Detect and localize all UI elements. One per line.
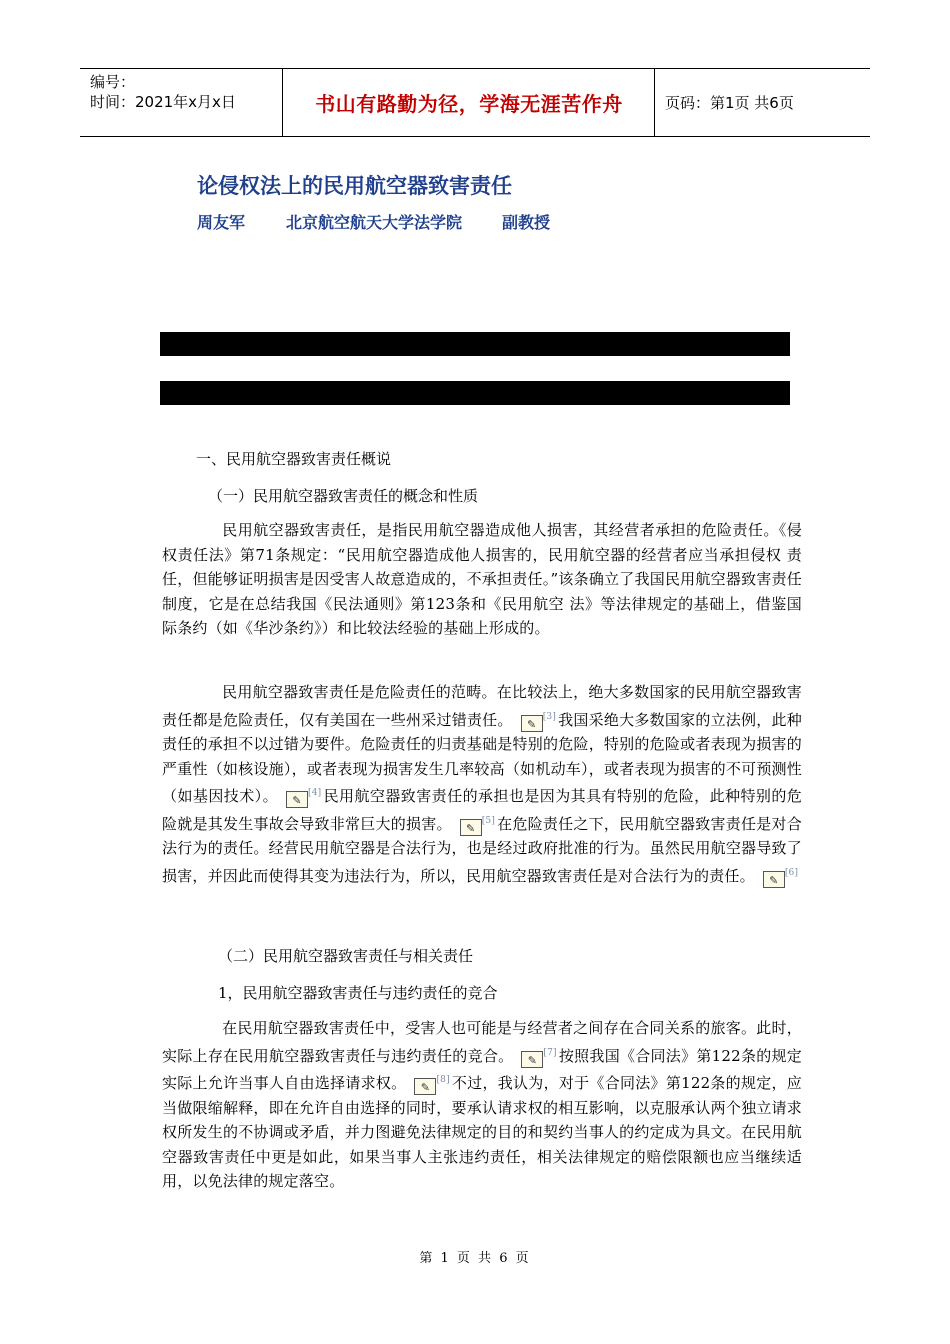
header-meta (90, 72, 236, 112)
subsection-heading-2-1: 1，民用航空器致害责任与违约责任的竞合 (218, 984, 498, 1002)
footnote-ref[interactable]: [3] (542, 711, 557, 722)
subsection-heading-2: （二）民用航空器致害责任与相关责任 (218, 947, 474, 965)
paragraph-text: 民用航空器致害责任的承担也是因为其具有特别的危险，此种特别的危险就是其发生事故会导致非常巨大的损害。 (162, 787, 802, 833)
footnote-ref[interactable]: [8] (436, 1075, 450, 1085)
header-divider-left (282, 68, 283, 136)
footnote-ref[interactable]: [7] (543, 1047, 557, 1058)
paragraph-1-text: 民用航空器致害责任，是指民用航空器造成他人损害，其经营者承担的危险责任。《侵权责任法》第71条规定：“民用航空器造成他人损害的，民用航空器的经营者应当承担侵权 责任，但能够证明损害是因受害人故意造成的，不承担责任。”该条确立了我国民用航空器致害责任制度，它是在总结我国《民法通则》第123条和《民用航空 法》等法律规定的基础上，借鉴国际条约（如《华沙条约》）和比较法经验的基础上形成的。 (162, 521, 802, 637)
paragraph-1 (162, 518, 802, 641)
paragraph-text: 在危险责任之下，民用航空器致害责任是对合法行为的责任。经营民用航空器是合法行为，也是经过政府批准的行为。虽然民用航空器导致了损害，并因此而使得其变为违法行为，所以，民用航空器致害责任是对合法行为的责任。 (162, 814, 802, 885)
author-affiliation: 北京航空航天大学法学院 (286, 213, 463, 232)
section-heading-1: 一、民用航空器致害责任概说 (196, 450, 392, 468)
redaction-bar (160, 381, 790, 405)
footnote-ref[interactable]: [5] (481, 815, 496, 826)
paragraph-2 (162, 680, 802, 888)
paragraph-text: 我国采绝大多数国家的立法例，此种责任的承担不以过错为要件。危险责任的归责基础是特别的危险，特别的危险或者表现为损害的严重性（如核设施），或者表现为损害发生几率较高（如机动车），或者表现为损害的不可预测性（如基因技术）。 (162, 710, 802, 805)
subsection-heading-1: （一）民用航空器致害责任的概念和性质 (208, 487, 479, 505)
article-title: 论侵权法上的民用航空器致害责任 (197, 174, 512, 198)
footnote-icon[interactable]: ✎ (521, 715, 543, 732)
footnote-ref[interactable]: [6] (784, 867, 799, 878)
header-divider-right (654, 68, 655, 136)
footnote-icon[interactable]: ✎ (763, 871, 785, 888)
footnote-icon[interactable]: ✎ (414, 1078, 436, 1095)
page-footer: 第 1 页 共 6 页 (419, 1251, 531, 1266)
footnote-icon[interactable]: ✎ (286, 791, 308, 808)
header-top-rule (80, 68, 870, 69)
footnote-ref[interactable]: [4] (308, 788, 322, 798)
header-bottom-rule (80, 136, 870, 137)
paragraph-text: 按照我国《合同法》第122条的规定实际上允许当事人自由选择请求权。 (162, 1046, 802, 1092)
document-date: 时间：2021年x月x日 (90, 93, 236, 111)
paragraph-3 (162, 1016, 802, 1194)
paragraph-text: 在民用航空器致害责任中，受害人也可能是与经营者之间存在合同关系的旅客。此时，实际上存在民用航空器致害责任与违约责任的竞合。 (162, 1019, 802, 1065)
author-name: 周友军 (197, 213, 246, 232)
footnote-icon[interactable]: ✎ (521, 1051, 543, 1068)
paragraph-text: 民用航空器致害责任是危险责任的范畴。在比较法上，绝大多数国家的民用航空器致害责任都是危险责任，仅有美国在一些州采过错责任。 (162, 683, 802, 729)
footnote-icon[interactable]: ✎ (460, 819, 482, 836)
author-position: 副教授 (502, 213, 551, 232)
header-page-number: 页码：第1页 共6页 (665, 94, 794, 112)
paragraph-text: 不过，我认为，对于《合同法》第122条的规定，应当做限缩解释，即在允许自由选择的同时，要承认请求权的相互影响，以克服承认两个独立请求权所发生的不协调或矛盾，并力图避免法律规定的目的和契约当事人的约定成为具文。在民用航空器致害责任中更是如此，如果当事人主张违约责任，相关法律规定的赔偿限额也应当继续适用，以免法律的规定落空。 (162, 1074, 802, 1190)
redaction-bar (160, 332, 790, 356)
header-motto: 书山有路勤为径，学海无涯苦作舟 (315, 92, 623, 116)
document-number: 编号： (90, 73, 136, 91)
